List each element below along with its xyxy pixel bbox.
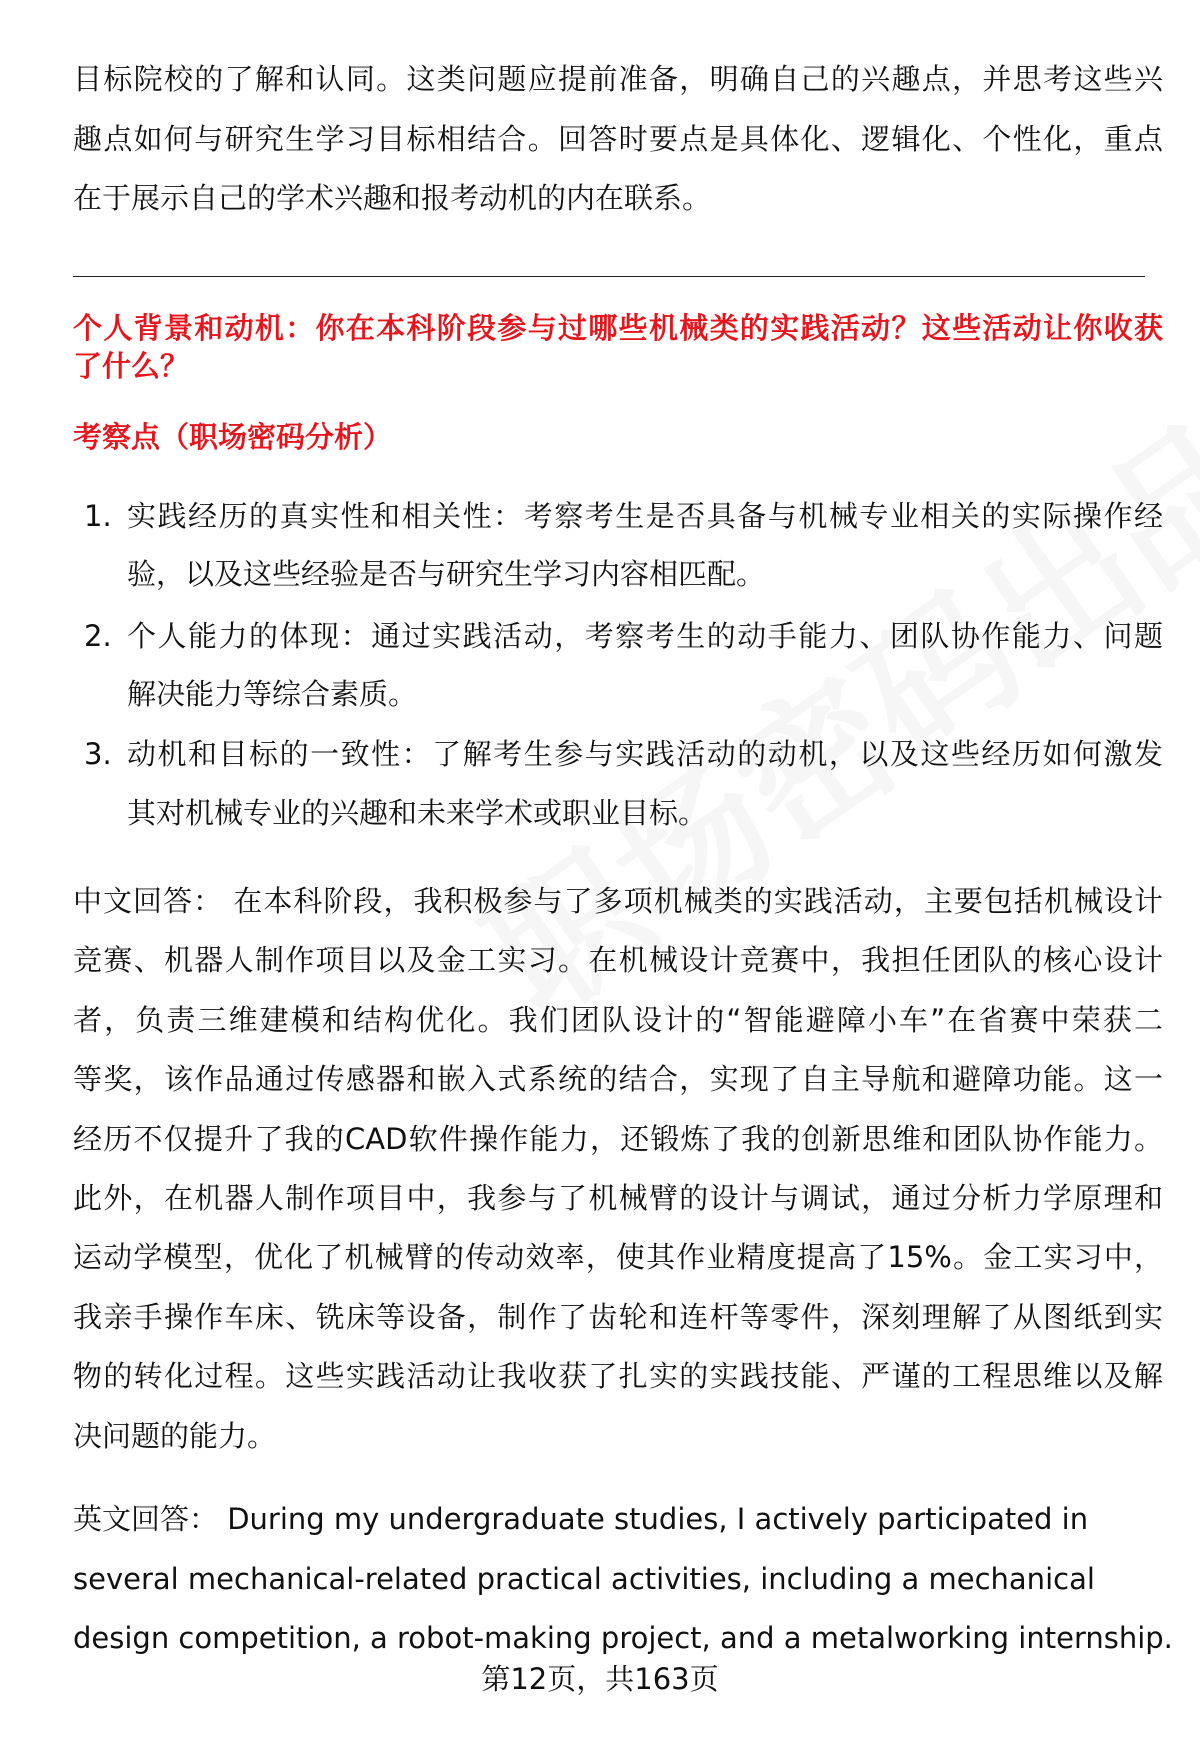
question-heading-line: 个人背景和动机：你在本科阶段参与过哪些机械类的实践活动？这些活动让你收获 [73, 311, 1163, 345]
english-answer-line: 英文回答： During my undergraduate studies, I actively participated in [73, 1502, 1089, 1536]
english-answer-line: several mechanical-related practical activities, including a mechanical [73, 1561, 1095, 1596]
page-number: 第12页，共163页 [481, 1662, 719, 1696]
list-item-line: 解决能力等综合素质。 [127, 677, 418, 711]
list-item-line: 动机和目标的一致性：了解考生参与实践活动的动机，以及这些经历如何激发 [127, 737, 1163, 771]
intro-text-line: 在于展示自己的学术兴趣和报考动机的内在联系。 [73, 181, 712, 215]
chinese-answer-line: 经历不仅提升了我的CAD软件操作能力，还锻炼了我的创新思维和团队协作能力。 [73, 1121, 1163, 1156]
divider [73, 276, 1145, 277]
list-number: 3. [84, 737, 112, 771]
list-item-line: 个人能力的体现：通过实践活动，考察考生的动手能力、团队协作能力、问题 [127, 619, 1163, 653]
section-title: 考察点（职场密码分析） [73, 420, 393, 454]
list-number: 2. [84, 619, 112, 653]
intro-text-line: 趣点如何与研究生学习目标相结合。回答时要点是具体化、逻辑化、个性化，重点 [73, 121, 1163, 156]
chinese-answer-line: 我亲手操作车床、铣床等设备，制作了齿轮和连杆等零件，深刻理解了从图纸到实 [73, 1299, 1163, 1334]
intro-text-line: 目标院校的了解和认同。这类问题应提前准备，明确自己的兴趣点，并思考这些兴 [73, 62, 1163, 96]
chinese-answer-line: 者，负责三维建模和结构优化。我们团队设计的“智能避障小车”在省赛中荣获二 [73, 1002, 1163, 1037]
list-item-line: 验，以及这些经验是否与研究生学习内容相匹配。 [127, 557, 766, 591]
chinese-answer-line: 等奖，该作品通过传感器和嵌入式系统的结合，实现了自主导航和避障功能。这一 [73, 1062, 1163, 1097]
english-answer-line: design competition, a robot-making project, and a metalworking internship. [73, 1621, 1173, 1655]
list-number: 1. [84, 499, 112, 533]
question-heading-line: 了什么？ [73, 349, 190, 383]
chinese-answer-line: 此外，在机器人制作项目中，我参与了机械臂的设计与调试，通过分析力学原理和 [73, 1181, 1163, 1215]
chinese-answer-line: 竞赛、机器人制作项目以及金工实习。在机械设计竞赛中，我担任团队的核心设计 [73, 943, 1163, 978]
list-item-line: 实践经历的真实性和相关性：考察考生是否具备与机械专业相关的实际操作经 [127, 499, 1163, 533]
chinese-answer-line: 物的转化过程。这些实践活动让我收获了扎实的实践技能、严谨的工程思维以及解 [73, 1359, 1163, 1394]
chinese-answer-line: 中文回答： 在本科阶段，我积极参与了多项机械类的实践活动，主要包括机械设计 [73, 884, 1163, 918]
list-item-line: 其对机械专业的兴趣和未来学术或职业目标。 [127, 796, 708, 830]
chinese-answer-line: 决问题的能力。 [73, 1418, 277, 1453]
chinese-answer-line: 运动学模型，优化了机械臂的传动效率，使其作业精度提高了15%。金工实习中， [73, 1240, 1163, 1275]
